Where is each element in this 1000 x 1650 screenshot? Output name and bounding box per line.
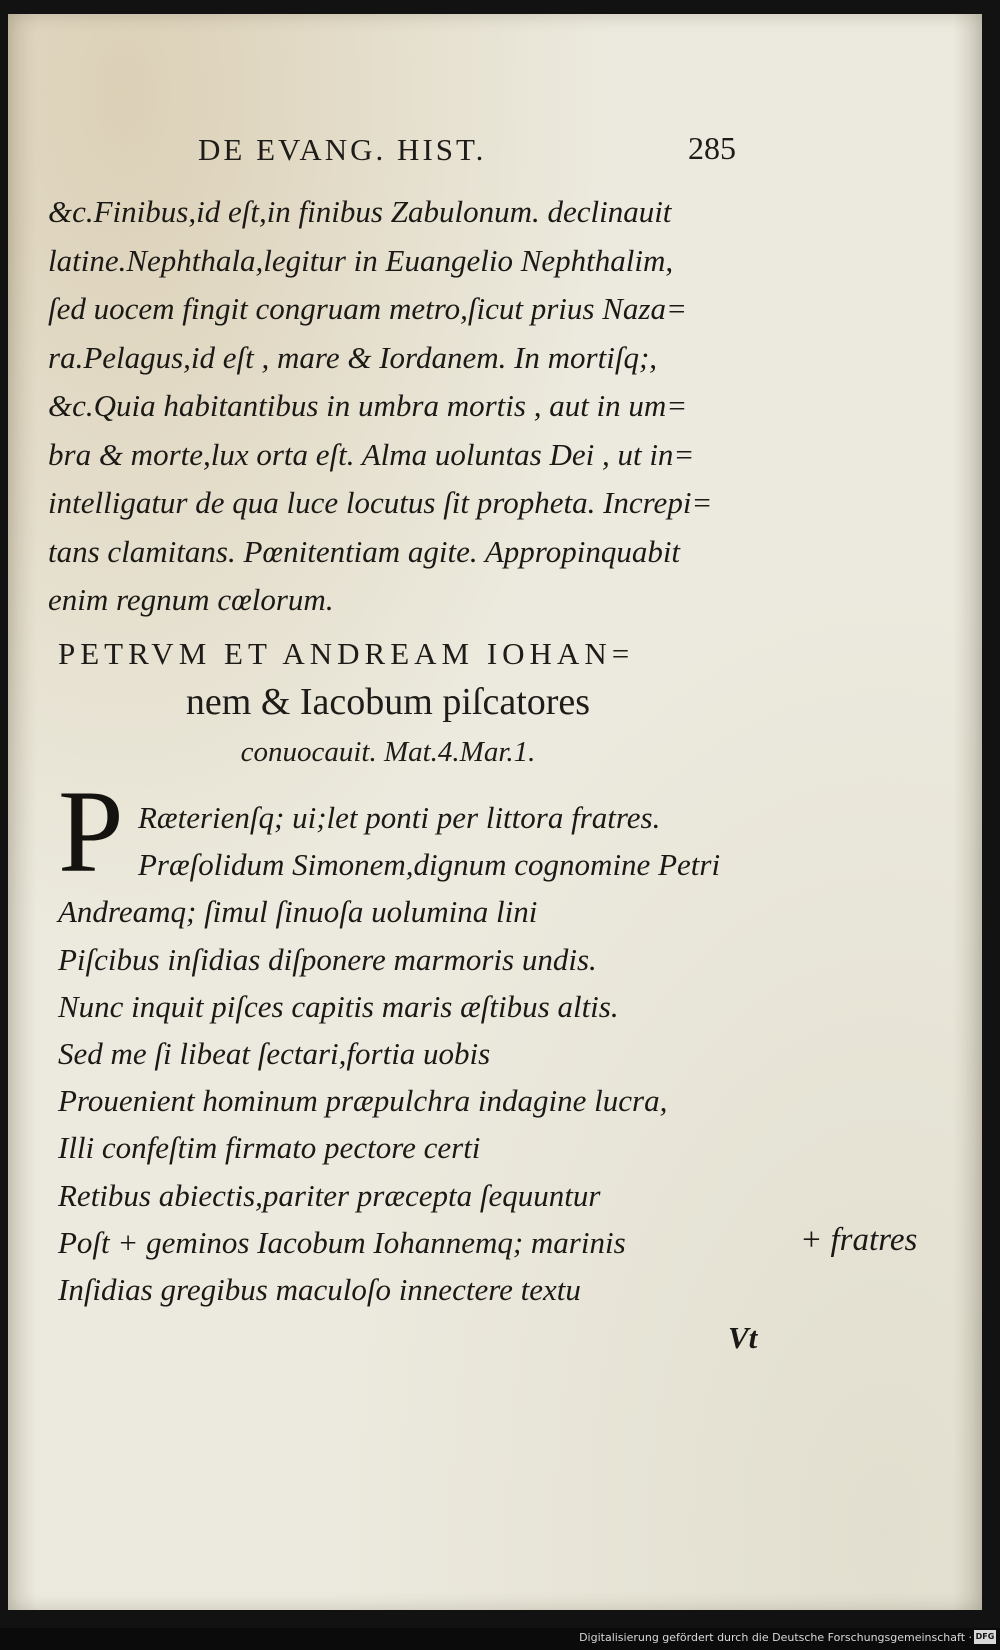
verse-block bbox=[58, 794, 798, 1313]
commentary-line: latine.Nephthala,legitur in Euangelio Nephthalim, bbox=[48, 242, 674, 278]
commentary-line: ſed uocem fingit congruam metro,ſicut prius Naza= bbox=[48, 291, 687, 326]
commentary-line: intelligatur de qua luce locutus ſit propheta. Increpi= bbox=[48, 485, 713, 520]
commentary-line: bra & morte,lux orta eſt. Alma uoluntas Dei , ut in= bbox=[48, 436, 695, 472]
marginal-note: + fratres bbox=[800, 1222, 918, 1258]
commentary-line: enim regnum cœlorum. bbox=[48, 582, 334, 617]
book-page bbox=[8, 14, 982, 1610]
dfg-logo: DFG bbox=[974, 1630, 996, 1644]
page-number: 285 bbox=[688, 130, 736, 166]
verse-line: Poſt + geminos Iacobum Iohannemq; marinis bbox=[58, 1224, 626, 1260]
verse-line: Andreamq; ſimul ſinuoſa uolumina lini bbox=[58, 894, 538, 930]
running-head: DE EVANG. HIST. bbox=[198, 132, 487, 167]
section-heading-line-3: conuocauit. Mat.4.Mar.1. bbox=[240, 736, 536, 768]
footer-credit: Digitalisierung gefördert durch die Deutsche Forschungsgemeinschaft · bbox=[579, 1631, 972, 1644]
verse-line: Retibus abiectis,pariter præcepta ſequuntur bbox=[58, 1177, 601, 1213]
verse-line: Prouenient hominum præpulchra indagine lucra, bbox=[58, 1083, 668, 1119]
verse-line: Inſidias gregibus maculoſo innectere textu bbox=[58, 1271, 581, 1307]
section-heading-line-1: PETRVM ET ANDREAM IOHAN= bbox=[58, 636, 635, 671]
commentary-block bbox=[48, 188, 768, 625]
verse-line: Piſcibus inſidias diſponere marmoris undis. bbox=[58, 941, 597, 977]
verse-line: Præſolidum Simonem,dignum cognomine Petri bbox=[138, 847, 721, 883]
commentary-line: &c.Quia habitantibus in umbra mortis , aut in um= bbox=[48, 388, 688, 423]
section-heading-line-2: nem & Iacobum piſcatores bbox=[185, 681, 591, 723]
verse-line: Sed me ſi libeat ſectari,fortia uobis bbox=[58, 1035, 491, 1071]
catchword: Vt bbox=[728, 1320, 758, 1355]
commentary-line: ra.Pelagus,id eſt , mare & Iordanem. In mortiſq;, bbox=[48, 339, 658, 375]
drop-cap-initial: P bbox=[58, 766, 124, 897]
commentary-line: &c.Finibus,id eſt,in finibus Zabulonum. declinauit bbox=[48, 194, 672, 229]
verse-line: Nunc inquit piſces capitis maris æſtibus altis. bbox=[58, 988, 619, 1024]
verse-line: Illi confeſtim firmato pectore certi bbox=[58, 1130, 481, 1166]
verse-line: Ræterienſq; ui;let ponti per littora fratres. bbox=[138, 800, 661, 835]
commentary-line: tans clamitans. Pœnitentiam agite. Appropinquabit bbox=[48, 533, 681, 569]
